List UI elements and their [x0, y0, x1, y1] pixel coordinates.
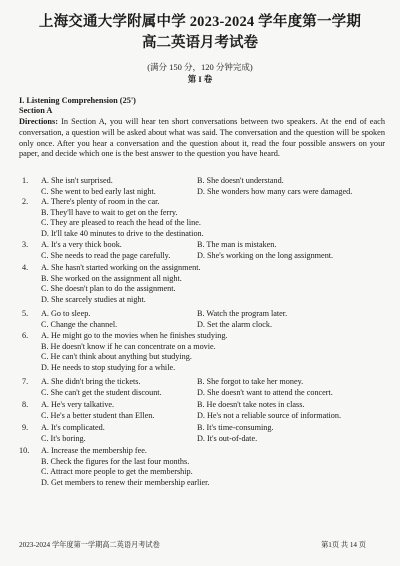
question-number: 10.	[19, 446, 30, 455]
option-b: B. Check the figures for the last four months.	[41, 456, 190, 466]
option-d: D. She wonders how many cars were damaged.	[197, 186, 353, 196]
option-d: D. He needs to stop studying for a while.	[41, 362, 176, 372]
exam-subtitle: 高二英语月考试卷	[142, 35, 258, 51]
option-d: D. It'll take 40 minutes to drive to the destination.	[41, 228, 204, 238]
option-c: C. He can't think about anything but studying.	[41, 352, 192, 361]
question-number: 5.	[22, 309, 29, 318]
option-c: C. She doesn't plan to do the assignment.	[41, 284, 176, 293]
question-number: 2.	[22, 197, 29, 206]
option-c: C. Attract more people to get the membership.	[41, 467, 193, 476]
option-b: B. He doesn't take notes in class.	[197, 400, 305, 409]
option-a: A. He's very talkative.	[41, 400, 115, 409]
question-number: 6.	[22, 331, 29, 340]
option-c: C. She went to bed early last night.	[41, 186, 156, 196]
exam-note: (满分 150 分，120 分钟完成)	[147, 62, 253, 72]
footer-title: 2023-2024 学年度第一学期高二英语月考试卷	[19, 541, 160, 549]
option-a: A. There's plenty of room in the car.	[41, 197, 160, 206]
option-b: B. She forgot to take her money.	[197, 377, 304, 386]
question-number: 4.	[22, 263, 29, 272]
directions-text: In Section A, you will hear ten short conversations between two speakers. At the end of each conversation, a question will be asked about what was said. The conversation and the question will be spoken only once. After you hear a conversation and the question about it, read the four possible answers on your paper, and decide which one is the best answer to the question you have heard.	[19, 117, 385, 159]
option-a: A. It's complicated.	[41, 423, 105, 432]
option-c: C. He's a better student than Ellen.	[41, 410, 155, 420]
option-d: D. He's not a reliable source of information.	[197, 410, 342, 420]
question-number: 1.	[22, 176, 29, 185]
page-number: 第1页 共 14 页	[321, 541, 366, 549]
option-d: D. Get members to renew their membership earlier.	[41, 477, 210, 487]
option-b: B. The man is mistaken.	[197, 240, 277, 249]
option-d: D. She's working on the long assignment.	[197, 250, 334, 260]
option-b: B. Watch the program later.	[197, 309, 288, 318]
option-a: A. She isn't surprised.	[41, 176, 113, 185]
option-b: B. They'll have to wait to get on the ferry.	[41, 207, 178, 217]
question-number: 3.	[22, 240, 29, 249]
volume-label: 第 I 卷	[187, 74, 213, 84]
option-b: B. It's time-consuming.	[197, 423, 274, 432]
option-d: D. Set the alarm clock.	[197, 319, 273, 329]
question-number: 9.	[22, 423, 29, 432]
option-a: A. He might go to the movies when he finishes studying.	[41, 331, 228, 340]
option-a: A. Go to sleep.	[41, 309, 91, 318]
question-number: 8.	[22, 400, 29, 409]
option-b: B. He doesn't know if he can concentrate on a movie.	[41, 341, 216, 351]
question-number: 7.	[22, 377, 29, 386]
option-c: C. They are pleased to reach the head of the line.	[41, 218, 201, 227]
option-d: D. She doesn't want to attend the concert.	[197, 387, 333, 397]
option-a: A. She hasn't started working on the assignment.	[41, 263, 201, 272]
option-a: A. She didn't bring the tickets.	[41, 377, 141, 386]
option-a: A. Increase the membership fee.	[41, 446, 147, 455]
option-c: C. She can't get the student discount.	[41, 387, 162, 397]
directions-label: Directions:	[19, 117, 59, 126]
option-c: C. Change the channel.	[41, 319, 118, 329]
option-b: B. She worked on the assignment all night.	[41, 273, 182, 283]
exam-title: 上海交通大学附属中学 2023-2024 学年度第一学期	[38, 14, 362, 30]
option-c: C. She needs to read the page carefully.	[41, 250, 171, 260]
option-b: B. She doesn't understand.	[197, 176, 284, 185]
option-a: A. It's a very thick book.	[41, 240, 122, 249]
part-heading: I. Listening Comprehension (25')	[19, 96, 136, 105]
option-c: C. It's boring.	[41, 433, 86, 443]
directions	[19, 117, 385, 160]
section-heading: Section A	[19, 106, 53, 115]
option-d: D. She scarcely studies at night.	[41, 294, 146, 304]
option-d: D. It's out-of-date.	[197, 433, 258, 443]
